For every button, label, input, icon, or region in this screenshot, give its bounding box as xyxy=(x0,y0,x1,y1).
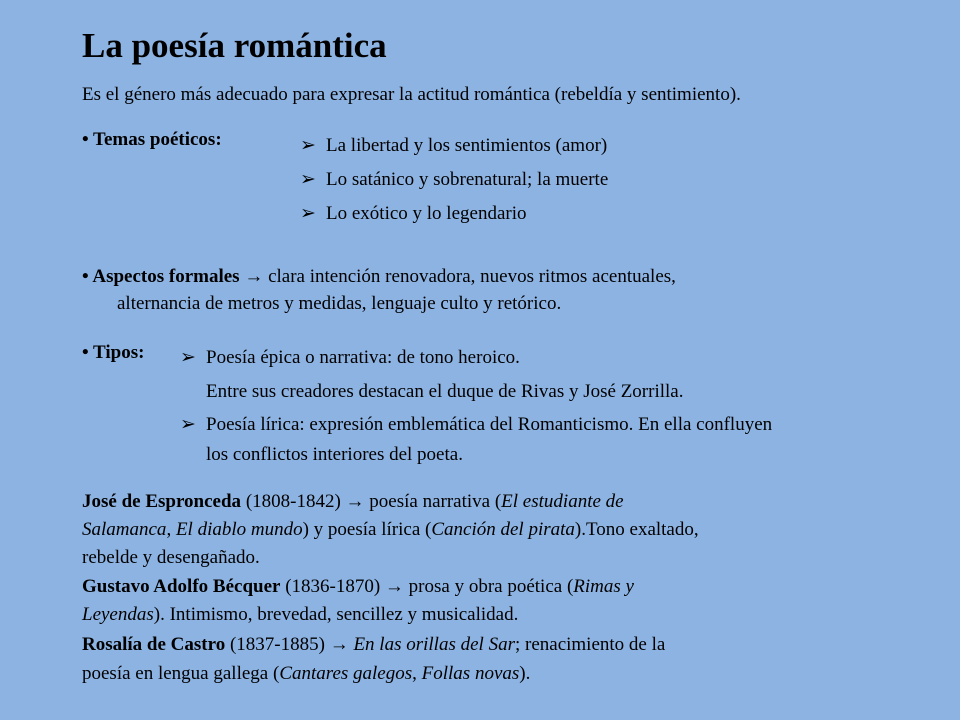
author-name: Gustavo Adolfo Bécquer xyxy=(82,576,281,597)
espronceda-line1 xyxy=(82,490,624,514)
becquer-line2 xyxy=(82,603,518,627)
tipos-label: • Tipos: xyxy=(82,342,145,363)
author-text: ). xyxy=(519,663,531,684)
page-title: La poesía romántica xyxy=(82,26,387,65)
author-text: poesía en lengua gallega ( xyxy=(82,663,280,684)
author-text: , xyxy=(412,663,422,684)
author-text: ). Intimismo, brevedad, sencillez y musicalidad. xyxy=(153,604,519,625)
work-title: Salamanca xyxy=(82,519,167,540)
tipo-item-text: los conflictos interiores del poeta. xyxy=(206,444,463,465)
tema-item xyxy=(300,134,607,158)
arrow-bullet-icon: ➢ xyxy=(300,135,316,156)
work-title: Cantares galegos xyxy=(279,663,413,684)
work-title: Follas novas xyxy=(421,663,520,684)
work-title: El diablo mundo xyxy=(175,519,303,540)
aspectos-line2: alternancia de metros y medidas, lenguaje culto y retórico. xyxy=(117,293,562,314)
work-title: En las orillas del Sar xyxy=(353,634,515,655)
aspectos-label: • Aspectos formales xyxy=(82,266,240,287)
espronceda-line3: rebelde y desengañado. xyxy=(82,547,260,568)
arrow-bullet-icon: ➢ xyxy=(180,347,196,368)
aspectos-line xyxy=(82,265,676,289)
tema-item-text: Lo satánico y sobrenatural; la muerte xyxy=(326,169,609,190)
author-text: (1837-1885) → xyxy=(225,634,354,655)
author-text: (1808-1842) → poesía narrativa ( xyxy=(241,491,502,512)
becquer-line1 xyxy=(82,575,634,599)
author-text: ; renacimiento de la xyxy=(514,634,666,655)
tema-item xyxy=(300,202,527,226)
tipo-item xyxy=(180,413,772,437)
author-text: , xyxy=(166,519,176,540)
arrow-glyph: → xyxy=(244,266,264,287)
author-text: ).Tono exaltado, xyxy=(574,519,699,540)
tema-item xyxy=(300,168,608,192)
aspectos-text: clara intención renovadora, nuevos ritmos acentuales, xyxy=(263,266,676,287)
author-name: José de Espronceda xyxy=(82,491,242,512)
intro-text: Es el género más adecuado para expresar la actitud romántica (rebeldía y sentimiento). xyxy=(82,84,741,105)
arrow-bullet-icon: ➢ xyxy=(300,169,316,190)
espronceda-line2 xyxy=(82,518,699,542)
author-text: ) y poesía lírica ( xyxy=(302,519,432,540)
castro-line2 xyxy=(82,662,530,686)
author-name: Rosalía de Castro xyxy=(82,634,226,655)
author-text: (1836-1870) → prosa y obra poética ( xyxy=(280,576,574,597)
work-title: El estudiante de xyxy=(501,491,624,512)
tipo-item-text: Poesía lírica: expresión emblemática del Romanticismo. En ella confluyen xyxy=(206,414,773,435)
temas-label: • Temas poéticos: xyxy=(82,129,222,150)
work-title: Leyendas xyxy=(82,604,154,625)
castro-line1 xyxy=(82,633,665,657)
tema-item-text: La libertad y los sentimientos (amor) xyxy=(326,135,608,156)
arrow-bullet-icon: ➢ xyxy=(180,414,196,435)
tipo-note: Entre sus creadores destacan el duque de Rivas y José Zorrilla. xyxy=(206,381,684,402)
work-title: Rimas y xyxy=(573,576,634,597)
tema-item-text: Lo exótico y lo legendario xyxy=(326,203,527,224)
arrow-bullet-icon: ➢ xyxy=(300,203,316,224)
tipo-item-text: Poesía épica o narrativa: de tono heroico. xyxy=(206,347,520,368)
tipo-item xyxy=(180,346,520,370)
work-title: Canción del pirata xyxy=(431,519,575,540)
